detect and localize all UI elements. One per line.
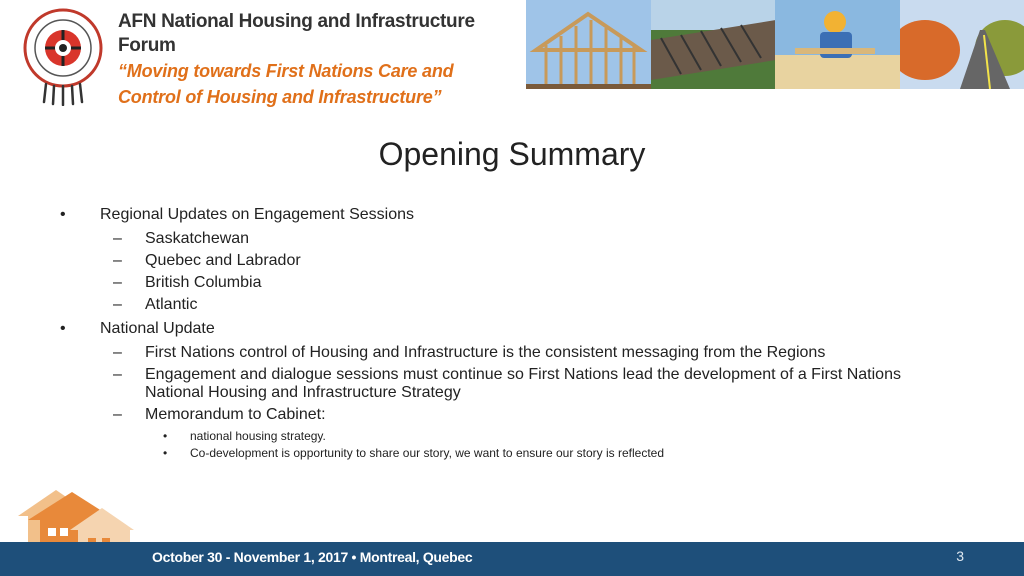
dash-mark: – <box>113 344 122 361</box>
dash-mark: – <box>113 274 122 291</box>
dash-mark: – <box>113 252 122 269</box>
carpenter-photo <box>775 0 900 89</box>
subitem-british-columbia <box>0 274 1024 292</box>
slide-header <box>0 0 1024 112</box>
bullet-text: National Update <box>100 320 215 337</box>
dash-mark: – <box>113 230 122 247</box>
dash-mark: – <box>113 366 122 383</box>
subitem-atlantic <box>0 296 1024 314</box>
forum-branding <box>118 10 518 110</box>
subitem-text: Quebec and Labrador <box>145 252 301 269</box>
dash-mark: – <box>113 406 122 423</box>
slide-title: Opening Summary <box>378 136 646 172</box>
dash-mark: – <box>113 296 122 313</box>
bullet-regional-updates <box>0 204 1024 226</box>
subitem-memorandum <box>0 406 1024 424</box>
header-photo-strip <box>526 0 1024 89</box>
forum-title: AFN National Housing and Infrastructure Forum <box>118 11 475 56</box>
bullet-text: Regional Updates on Engagement Sessions <box>100 206 414 223</box>
subitem-text: Engagement and dialogue sessions must continue so First Nations lead the development of a First Nations National Housing and Infrastructure Strategy <box>145 366 901 401</box>
bridge-photo <box>651 0 776 89</box>
forum-subtitle-line1: “Moving towards First Nations Care and <box>118 61 454 81</box>
subsubitem-co-development <box>0 445 1024 462</box>
slide-content <box>0 204 1024 462</box>
subitem-quebec-labrador <box>0 252 1024 270</box>
event-dates: October 30 - November 1, 2017 • Montreal, Quebec <box>152 549 473 565</box>
bullet-mark: • <box>60 320 66 337</box>
bullet-mark: • <box>163 446 168 460</box>
forum-subtitle-line2: Control of Housing and Infrastructure” <box>118 87 442 107</box>
bullet-national-update <box>0 318 1024 340</box>
page-number: 3 <box>956 548 964 564</box>
road-photo <box>900 0 1024 89</box>
subitem-engagement-sessions <box>0 366 1024 402</box>
subitem-saskatchewan <box>0 230 1024 248</box>
slide-footer <box>0 542 1024 576</box>
subsubitem-housing-strategy <box>0 428 1024 445</box>
subitem-text: First Nations control of Housing and Infrastructure is the consistent messaging from the Regions <box>145 344 826 361</box>
subsubitem-text: Co-development is opportunity to share our story, we want to ensure our story is reflected <box>190 446 665 460</box>
subitem-text: British Columbia <box>145 274 262 291</box>
bullet-mark: • <box>60 206 66 223</box>
bullet-mark: • <box>163 429 168 443</box>
subsubitem-text: national housing strategy. <box>190 429 326 443</box>
subitem-first-nations-control <box>0 344 1024 362</box>
house-frame-photo <box>526 0 651 89</box>
subitem-text: Memorandum to Cabinet: <box>145 406 326 423</box>
subitem-text: Saskatchewan <box>145 230 250 247</box>
afn-seal-icon <box>18 6 108 106</box>
subitem-text: Atlantic <box>145 296 198 313</box>
